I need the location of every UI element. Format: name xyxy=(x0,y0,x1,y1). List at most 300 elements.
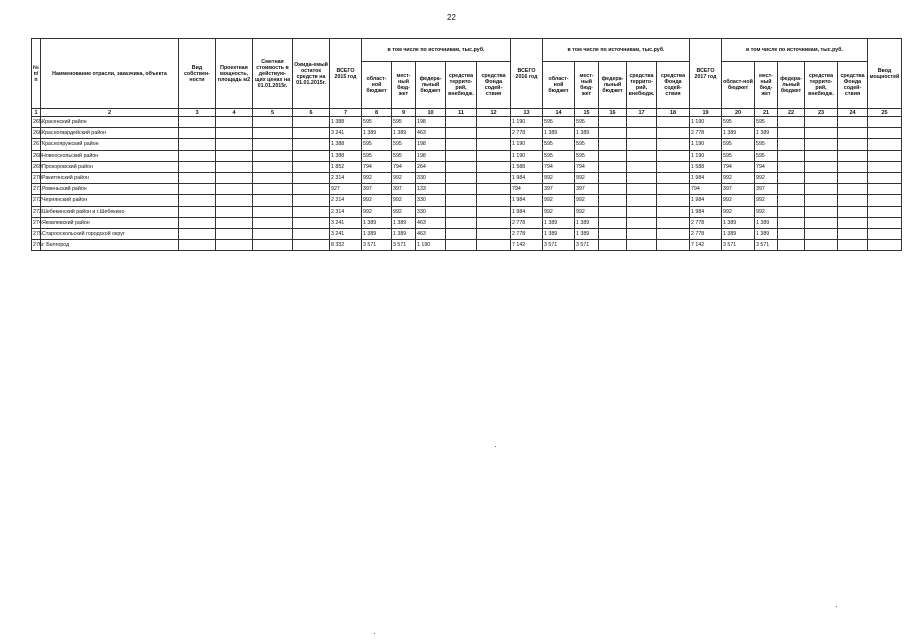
row-federal-2017 xyxy=(778,240,805,251)
row-fund-2017 xyxy=(838,128,868,139)
row-capacity xyxy=(216,184,253,195)
row-federal-2015: 198 xyxy=(416,117,446,128)
column-number: 16 xyxy=(599,109,627,117)
row-name: Старооскольский городской округ xyxy=(41,228,179,239)
table-row xyxy=(32,139,902,150)
scan-speck xyxy=(495,446,496,447)
column-number: 7 xyxy=(330,109,362,117)
page-number: 22 xyxy=(447,13,456,22)
row-total-2015: 2 314 xyxy=(330,172,362,183)
row-local-2017: 595 xyxy=(755,139,778,150)
header-commissioning: Ввод мощностей xyxy=(868,39,902,109)
row-federal-2016 xyxy=(599,150,627,161)
row-total-2017: 794 xyxy=(690,184,722,195)
column-number: 23 xyxy=(805,109,838,117)
row-total-2017: 1 190 xyxy=(690,150,722,161)
row-federal-2016 xyxy=(599,195,627,206)
table-row xyxy=(32,195,902,206)
row-total-2017: 1 190 xyxy=(690,139,722,150)
row-regional-2016: 3 571 xyxy=(543,240,575,251)
column-number: 9 xyxy=(392,109,416,117)
row-territory-2015 xyxy=(446,117,477,128)
row-local-2016: 595 xyxy=(575,117,599,128)
header-estimated-cost: Сметная стоимость в действую-щих ценах на 01.01.2015г. xyxy=(253,39,293,109)
row-regional-2017: 1 389 xyxy=(722,217,755,228)
row-total-2017: 2 778 xyxy=(690,128,722,139)
column-number: 13 xyxy=(511,109,543,117)
row-federal-2015: 264 xyxy=(416,161,446,172)
row-ownership xyxy=(179,117,216,128)
column-number: 4 xyxy=(216,109,253,117)
header-capacity: Проектная мощность, площадь м2 xyxy=(216,39,253,109)
row-capacity xyxy=(216,139,253,150)
row-commissioning xyxy=(868,117,902,128)
row-local-2016: 3 571 xyxy=(575,240,599,251)
header-federal-2016: федера-льный бюджет xyxy=(599,62,627,109)
row-federal-2015: 198 xyxy=(416,139,446,150)
row-regional-2015: 794 xyxy=(362,161,392,172)
row-regional-2015: 992 xyxy=(362,206,392,217)
row-name: Красногвардейский район xyxy=(41,128,179,139)
header-regional-2015: област-ной бюджет xyxy=(362,62,392,109)
table-row xyxy=(32,172,902,183)
table-row xyxy=(32,228,902,239)
row-local-2017: 992 xyxy=(755,206,778,217)
row-local-2017: 595 xyxy=(755,117,778,128)
header-local-2017: мест-ный бюд-жет xyxy=(755,62,778,109)
row-fund-2016 xyxy=(657,117,690,128)
row-federal-2015: 330 xyxy=(416,172,446,183)
row-commissioning xyxy=(868,150,902,161)
table-body xyxy=(32,109,902,251)
row-total-2016: 1 984 xyxy=(511,195,543,206)
row-federal-2016 xyxy=(599,117,627,128)
row-local-2016: 397 xyxy=(575,184,599,195)
row-capacity xyxy=(216,206,253,217)
row-estimated-cost xyxy=(253,240,293,251)
row-local-2017: 794 xyxy=(755,161,778,172)
row-total-2016: 1 190 xyxy=(511,139,543,150)
row-regional-2017: 794 xyxy=(722,161,755,172)
row-territory-2016 xyxy=(627,172,657,183)
row-territory-2017 xyxy=(805,240,838,251)
row-local-2015: 1 389 xyxy=(392,228,416,239)
row-total-2015: 2 314 xyxy=(330,206,362,217)
row-territory-2015 xyxy=(446,217,477,228)
header-local-2015: мест-ный бюд-жет xyxy=(392,62,416,109)
header-no: № п/п xyxy=(32,39,41,109)
row-federal-2017 xyxy=(778,150,805,161)
row-fund-2017 xyxy=(838,228,868,239)
row-name: г. Белгород xyxy=(41,240,179,251)
row-ownership xyxy=(179,184,216,195)
row-estimated-cost xyxy=(253,150,293,161)
row-estimated-cost xyxy=(253,117,293,128)
row-commissioning xyxy=(868,161,902,172)
row-capacity xyxy=(216,172,253,183)
row-fund-2017 xyxy=(838,161,868,172)
row-name: Шебекинский район и г.Шебекино xyxy=(41,206,179,217)
row-local-2017: 397 xyxy=(755,184,778,195)
row-federal-2016 xyxy=(599,228,627,239)
row-ownership xyxy=(179,128,216,139)
row-regional-2016: 992 xyxy=(543,172,575,183)
row-fund-2015 xyxy=(477,228,511,239)
row-local-2017: 1 389 xyxy=(755,217,778,228)
row-number: 272 xyxy=(32,195,41,206)
row-total-2017: 1 984 xyxy=(690,206,722,217)
column-number: 2 xyxy=(41,109,179,117)
row-local-2016: 992 xyxy=(575,206,599,217)
row-expected-balance xyxy=(293,195,330,206)
row-expected-balance xyxy=(293,217,330,228)
row-local-2015: 1 389 xyxy=(392,217,416,228)
row-total-2017: 1 984 xyxy=(690,172,722,183)
row-fund-2016 xyxy=(657,240,690,251)
row-fund-2015 xyxy=(477,161,511,172)
row-ownership xyxy=(179,139,216,150)
row-regional-2015: 992 xyxy=(362,195,392,206)
row-regional-2016: 595 xyxy=(543,117,575,128)
row-territory-2016 xyxy=(627,150,657,161)
row-local-2015: 1 389 xyxy=(392,128,416,139)
header-row-groups xyxy=(32,39,902,62)
row-commissioning xyxy=(868,172,902,183)
scan-speck xyxy=(374,633,375,634)
row-fund-2016 xyxy=(657,161,690,172)
row-federal-2017 xyxy=(778,128,805,139)
row-number: 276 xyxy=(32,240,41,251)
row-commissioning xyxy=(868,217,902,228)
header-territory-2016: средства террито-рий, внебюдж. xyxy=(627,62,657,109)
column-number: 1 xyxy=(32,109,41,117)
row-commissioning xyxy=(868,184,902,195)
row-total-2016: 2 778 xyxy=(511,128,543,139)
row-fund-2017 xyxy=(838,240,868,251)
row-regional-2016: 1 389 xyxy=(543,228,575,239)
header-total-2015: ВСЕГО 2015 год xyxy=(330,39,362,109)
row-federal-2017 xyxy=(778,206,805,217)
header-expected-balance: Ожида-емый остаток средств на 01.01.2015г. xyxy=(293,39,330,109)
row-territory-2016 xyxy=(627,228,657,239)
column-number: 19 xyxy=(690,109,722,117)
row-regional-2016: 992 xyxy=(543,195,575,206)
row-fund-2015 xyxy=(477,139,511,150)
row-name: Ракитянский район xyxy=(41,172,179,183)
column-number: 6 xyxy=(293,109,330,117)
row-estimated-cost xyxy=(253,195,293,206)
header-territory-2015: средства террито-рий, внебюдж. xyxy=(446,62,477,109)
row-estimated-cost xyxy=(253,128,293,139)
column-number: 5 xyxy=(253,109,293,117)
row-expected-balance xyxy=(293,184,330,195)
header-name: Наименование отрасли, заказчика, объекта xyxy=(41,39,179,109)
row-federal-2015: 198 xyxy=(416,150,446,161)
header-fund-2015: средства Фонда содей-ствия xyxy=(477,62,511,109)
row-fund-2017 xyxy=(838,117,868,128)
row-territory-2016 xyxy=(627,161,657,172)
row-local-2016: 1 389 xyxy=(575,217,599,228)
header-total-2017: ВСЕГО 2017 год xyxy=(690,39,722,109)
row-federal-2016 xyxy=(599,161,627,172)
row-territory-2016 xyxy=(627,117,657,128)
row-regional-2017: 992 xyxy=(722,172,755,183)
row-territory-2016 xyxy=(627,206,657,217)
row-federal-2016 xyxy=(599,128,627,139)
row-regional-2017: 595 xyxy=(722,150,755,161)
column-number: 15 xyxy=(575,109,599,117)
table-row xyxy=(32,161,902,172)
row-ownership xyxy=(179,240,216,251)
row-federal-2017 xyxy=(778,195,805,206)
table-row xyxy=(32,117,902,128)
row-commissioning xyxy=(868,139,902,150)
header-territory-2017: средства террито-рий, внебюдж. xyxy=(805,62,838,109)
row-local-2017: 3 571 xyxy=(755,240,778,251)
row-expected-balance xyxy=(293,228,330,239)
table-row xyxy=(32,217,902,228)
row-federal-2015: 330 xyxy=(416,206,446,217)
row-local-2015: 595 xyxy=(392,150,416,161)
column-number: 3 xyxy=(179,109,216,117)
row-total-2015: 1 388 xyxy=(330,117,362,128)
header-ownership: Вид собствен-ности xyxy=(179,39,216,109)
row-number: 275 xyxy=(32,228,41,239)
row-total-2015: 3 241 xyxy=(330,228,362,239)
row-total-2016: 1 984 xyxy=(511,172,543,183)
header-fund-2016: средства Фонда содей-ствия xyxy=(657,62,690,109)
row-regional-2016: 595 xyxy=(543,139,575,150)
row-federal-2017 xyxy=(778,172,805,183)
column-number: 10 xyxy=(416,109,446,117)
row-local-2015: 992 xyxy=(392,195,416,206)
row-local-2017: 1 389 xyxy=(755,128,778,139)
row-federal-2015: 133 xyxy=(416,184,446,195)
row-estimated-cost xyxy=(253,217,293,228)
row-total-2017: 2 778 xyxy=(690,228,722,239)
row-local-2017: 595 xyxy=(755,150,778,161)
row-capacity xyxy=(216,128,253,139)
row-local-2017: 1 389 xyxy=(755,228,778,239)
row-regional-2016: 1 389 xyxy=(543,217,575,228)
table-row xyxy=(32,128,902,139)
row-federal-2015: 463 xyxy=(416,128,446,139)
column-number: 11 xyxy=(446,109,477,117)
row-regional-2017: 397 xyxy=(722,184,755,195)
row-number: 271 xyxy=(32,184,41,195)
row-total-2015: 2 314 xyxy=(330,195,362,206)
row-total-2016: 2 778 xyxy=(511,228,543,239)
row-number: 270 xyxy=(32,172,41,183)
row-fund-2015 xyxy=(477,195,511,206)
row-estimated-cost xyxy=(253,139,293,150)
column-number: 24 xyxy=(838,109,868,117)
row-federal-2017 xyxy=(778,217,805,228)
scan-speck xyxy=(836,606,837,607)
row-fund-2016 xyxy=(657,228,690,239)
row-fund-2017 xyxy=(838,139,868,150)
row-territory-2015 xyxy=(446,150,477,161)
header-sources-2015: в том числе по источникам, тыс.руб. xyxy=(362,39,511,62)
row-ownership xyxy=(179,217,216,228)
row-total-2017: 1 984 xyxy=(690,195,722,206)
header-federal-2015: федера-льный бюджет xyxy=(416,62,446,109)
row-total-2015: 1 852 xyxy=(330,161,362,172)
row-local-2017: 992 xyxy=(755,172,778,183)
row-estimated-cost xyxy=(253,184,293,195)
header-sources-2016: в том числе по источникам, тыс.руб. xyxy=(543,39,690,62)
row-regional-2016: 397 xyxy=(543,184,575,195)
column-number: 8 xyxy=(362,109,392,117)
row-federal-2016 xyxy=(599,172,627,183)
row-territory-2017 xyxy=(805,217,838,228)
row-regional-2015: 397 xyxy=(362,184,392,195)
row-regional-2017: 3 571 xyxy=(722,240,755,251)
row-local-2016: 992 xyxy=(575,172,599,183)
row-territory-2015 xyxy=(446,128,477,139)
row-commissioning xyxy=(868,195,902,206)
row-federal-2016 xyxy=(599,206,627,217)
row-regional-2015: 1 389 xyxy=(362,228,392,239)
row-fund-2016 xyxy=(657,195,690,206)
row-federal-2015: 1 190 xyxy=(416,240,446,251)
row-expected-balance xyxy=(293,172,330,183)
row-local-2015: 3 571 xyxy=(392,240,416,251)
row-total-2017: 2 778 xyxy=(690,217,722,228)
row-fund-2016 xyxy=(657,150,690,161)
row-territory-2017 xyxy=(805,161,838,172)
row-name: Прохоровский район xyxy=(41,161,179,172)
row-total-2016: 1 984 xyxy=(511,206,543,217)
row-number: 265 xyxy=(32,117,41,128)
row-federal-2017 xyxy=(778,117,805,128)
column-number: 18 xyxy=(657,109,690,117)
table-row xyxy=(32,240,902,251)
row-local-2015: 397 xyxy=(392,184,416,195)
row-total-2016: 2 778 xyxy=(511,217,543,228)
column-number: 20 xyxy=(722,109,755,117)
row-fund-2016 xyxy=(657,206,690,217)
financing-table xyxy=(31,38,902,251)
row-regional-2015: 3 571 xyxy=(362,240,392,251)
row-regional-2015: 992 xyxy=(362,172,392,183)
row-total-2017: 1 588 xyxy=(690,161,722,172)
row-local-2017: 992 xyxy=(755,195,778,206)
table-row xyxy=(32,206,902,217)
row-fund-2017 xyxy=(838,184,868,195)
header-federal-2017: федера-льный бюджет xyxy=(778,62,805,109)
row-territory-2016 xyxy=(627,139,657,150)
row-local-2015: 992 xyxy=(392,206,416,217)
row-federal-2017 xyxy=(778,184,805,195)
row-fund-2016 xyxy=(657,128,690,139)
row-local-2015: 595 xyxy=(392,117,416,128)
row-federal-2016 xyxy=(599,139,627,150)
row-total-2015: 3 241 xyxy=(330,128,362,139)
row-regional-2017: 595 xyxy=(722,139,755,150)
table-row xyxy=(32,184,902,195)
header-total-2016: ВСЕГО 2016 год xyxy=(511,39,543,109)
row-name: Краснояружский район xyxy=(41,139,179,150)
row-expected-balance xyxy=(293,139,330,150)
row-federal-2015: 330 xyxy=(416,195,446,206)
header-local-2016: мест-ный бюд-жет xyxy=(575,62,599,109)
row-federal-2017 xyxy=(778,161,805,172)
row-expected-balance xyxy=(293,150,330,161)
row-ownership xyxy=(179,206,216,217)
row-territory-2017 xyxy=(805,150,838,161)
header-fund-2017: средства Фонда содей-ствия xyxy=(838,62,868,109)
column-number: 25 xyxy=(868,109,902,117)
row-territory-2017 xyxy=(805,128,838,139)
row-commissioning xyxy=(868,206,902,217)
column-number: 21 xyxy=(755,109,778,117)
row-fund-2016 xyxy=(657,217,690,228)
row-local-2015: 794 xyxy=(392,161,416,172)
header-regional-2016: област-ной бюджет xyxy=(543,62,575,109)
row-territory-2015 xyxy=(446,195,477,206)
column-number: 22 xyxy=(778,109,805,117)
row-regional-2015: 595 xyxy=(362,139,392,150)
column-number: 17 xyxy=(627,109,657,117)
row-regional-2016: 595 xyxy=(543,150,575,161)
row-capacity xyxy=(216,161,253,172)
row-regional-2017: 1 389 xyxy=(722,228,755,239)
row-local-2016: 794 xyxy=(575,161,599,172)
row-total-2015: 1 388 xyxy=(330,150,362,161)
row-number: 267 xyxy=(32,139,41,150)
row-fund-2015 xyxy=(477,217,511,228)
row-expected-balance xyxy=(293,161,330,172)
row-regional-2016: 794 xyxy=(543,161,575,172)
row-number: 273 xyxy=(32,206,41,217)
row-capacity xyxy=(216,150,253,161)
row-estimated-cost xyxy=(253,206,293,217)
row-regional-2015: 595 xyxy=(362,117,392,128)
row-territory-2015 xyxy=(446,184,477,195)
row-fund-2015 xyxy=(477,206,511,217)
row-federal-2015: 463 xyxy=(416,217,446,228)
row-fund-2015 xyxy=(477,117,511,128)
row-estimated-cost xyxy=(253,161,293,172)
row-total-2016: 7 142 xyxy=(511,240,543,251)
row-fund-2016 xyxy=(657,139,690,150)
row-regional-2017: 595 xyxy=(722,117,755,128)
row-total-2016: 1 588 xyxy=(511,161,543,172)
row-name: Ровеньский район xyxy=(41,184,179,195)
row-ownership xyxy=(179,172,216,183)
row-total-2015: 8 332 xyxy=(330,240,362,251)
row-capacity xyxy=(216,117,253,128)
row-federal-2017 xyxy=(778,139,805,150)
row-territory-2015 xyxy=(446,228,477,239)
row-name: Яковлевский район xyxy=(41,217,179,228)
row-territory-2016 xyxy=(627,217,657,228)
row-estimated-cost xyxy=(253,228,293,239)
row-estimated-cost xyxy=(253,172,293,183)
row-regional-2015: 1 389 xyxy=(362,217,392,228)
row-expected-balance xyxy=(293,206,330,217)
row-number: 266 xyxy=(32,128,41,139)
row-territory-2015 xyxy=(446,206,477,217)
row-number: 269 xyxy=(32,161,41,172)
row-fund-2015 xyxy=(477,240,511,251)
row-fund-2015 xyxy=(477,150,511,161)
row-total-2016: 1 190 xyxy=(511,117,543,128)
row-regional-2017: 992 xyxy=(722,195,755,206)
row-fund-2016 xyxy=(657,184,690,195)
row-total-2015: 3 241 xyxy=(330,217,362,228)
